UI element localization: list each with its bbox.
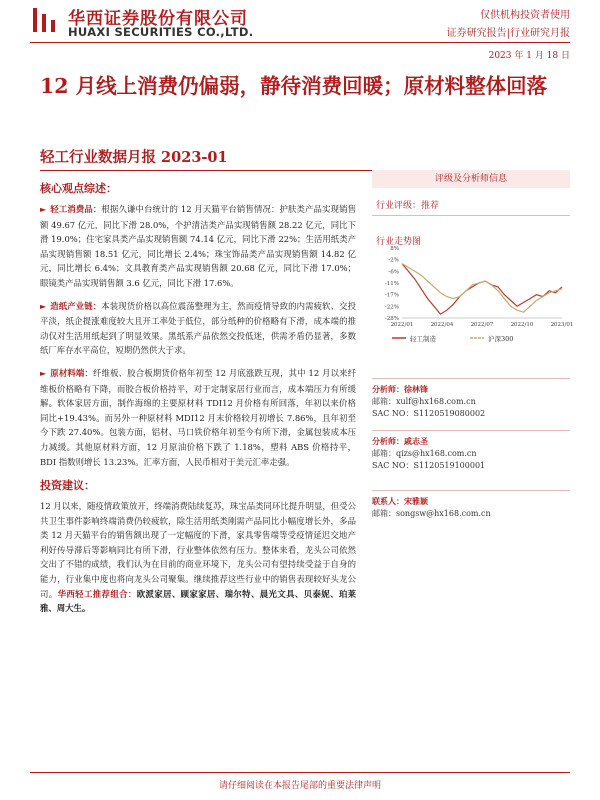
sidebar [372, 170, 574, 518]
logo-mark-icon [30, 6, 60, 34]
series-line-light-industry [402, 264, 562, 315]
paragraph-text: 12 月以来，随疫情政策放开，终端消费陆续复苏，珠宝品类同环比提升明显，但受公共卫生事件影响终端消费仍较疲软，除生活用纸类刚需产品同比小幅度增长外，多品类 12 月天猫平台的销售额出现了一定幅度的下滑，家具零售端等受疫情延迟交地产利好传导滞后等影响同比有所下滑，行业整体依然有压力。整体来看，龙头公司依然交出了不错的成绩，我们认为在目前的商业环境下，龙头公司有望持续受益于自身的能力，行业集中度也将向龙头公司聚集。继续推荐这些行业中的销售表现较好头龙公司。 [40, 501, 356, 599]
paragraph-label: 原材料端： [50, 367, 94, 378]
y-tick-label: -11% [384, 281, 399, 287]
bullet-icon: ► [40, 205, 47, 214]
bullet-icon: ► [40, 368, 47, 378]
bullet-icon: ► [40, 301, 47, 311]
y-tick-label: 8% [390, 246, 399, 252]
advice-heading: 投资建议： [40, 479, 95, 493]
x-tick-label: 2022/07 [470, 322, 494, 328]
y-tick-label: -2% [388, 257, 399, 264]
paragraph-label: 造纸产业链： [50, 300, 102, 311]
portfolio-list: 欧派家居、顾家家居、瑞尔特、晨光文具、贝泰妮、珀莱雅、周大生。 [40, 588, 357, 614]
summary-heading: 核心观点综述： [40, 182, 117, 195]
analyst-role: 分析师： [372, 436, 404, 446]
paragraph-paper [40, 299, 356, 358]
x-tick-label: 2023/01 [550, 322, 574, 328]
paragraph-consumer [40, 202, 356, 291]
analyst-card [372, 430, 570, 472]
main-column [40, 180, 356, 616]
analyst-email[interactable]: 邮箱：qizs@hx168.com.cn [372, 449, 477, 458]
contact-email[interactable]: 邮箱：songsw@hx168.com.cn [372, 509, 491, 518]
legend-label-light-industry: 轻工制造 [410, 335, 436, 343]
analyst-name: 徐林锋 [404, 384, 428, 394]
x-tick-label: 2022/01 [390, 322, 414, 328]
paragraph-text: 根据久谦中台统计的 12 月天猫平台销售情况：护肤类产品实现销售额 49.67 亿元，同比下滑 28.0%，个护清洁类产品实现销售额 28.22 亿元，同比下滑 19.0%；住宅家具类产品实现销售额 74.14 亿元，同比下滑 22%；生活用纸类产品实现销售额 18.51 亿元，同比增长 2.4%；珠宝饰品类产品实现销售额 14.82 亿元，同比增长 6.4%；文具教育类产品实现销售额 20.68 亿元，同比下滑 17.0%；眼镜类产品实现销售额 3.6 亿元，同比下滑 17.6%。 [40, 204, 357, 288]
header-tagline: 仅供机构投资者使用 [480, 10, 570, 21]
analyst-email[interactable]: 邮箱：xulf@hx168.com.cn [372, 397, 476, 406]
y-tick-label: -17% [384, 292, 399, 299]
rating-box-title: 评级及分析师信息 [372, 170, 570, 188]
report-title: 12 月线上消费仍偏弱，静待消费回暖；原材料整体回落 [40, 74, 548, 98]
portfolio-label: 华西轻工推荐组合： [57, 588, 137, 599]
x-tick-label: 2022/10 [510, 322, 534, 328]
series-line-csi300 [402, 264, 562, 313]
contact-card [372, 490, 570, 520]
logo-en: HUAXI SECURITIES CO.,LTD. [68, 25, 254, 39]
footer-divider [30, 772, 570, 773]
x-tick-label: 2022/04 [430, 322, 454, 328]
contact-role: 联系人： [372, 496, 404, 506]
y-tick-label: -6% [388, 269, 399, 276]
paragraph-materials [40, 366, 356, 469]
analyst-sac: SAC NO：S1120519080002 [372, 409, 486, 418]
footer-disclaimer: 请仔细阅读在本报告尾部的重要法律声明 [218, 781, 381, 791]
header-divider [30, 42, 570, 43]
analyst-name: 戚志圣 [404, 436, 428, 446]
analyst-card [372, 378, 570, 420]
header-report-type: 证券研究报告|行业研究月报 [446, 28, 570, 39]
paragraph-text: 纤维板、胶合板期货价格年初至 12 月底涨跌互现，其中 12 月以来纤维板价格略有下降，而胶合板价格持平，对于定制家居行业而言，成本端压力有所缓解。软体家居方面，制作海绵的主要原材料 TDI12 月价格有所回落，年初以来价格同比+19.43%。而另外一种原材料 MDI12 月末价格较月初增长 7.86%，且年初至今下跌 27.40%。包装方面，铝材、马口铁价格年初至今有所下滑，金属包装成本压力减缓。其他原材料方面，12 月原油价格下跌了 1.18%，塑料 ABS 价格持平，BDI 指数则增长 13.23%。汇率方面，人民币相对于美元汇率走强。 [40, 367, 356, 467]
report-date: 2023 年 1 月 18 日 [488, 51, 570, 61]
paragraph-advice [40, 499, 356, 616]
legend-label-csi300: 沪深300 [488, 335, 514, 343]
contact-name: 宋雅颖 [404, 496, 428, 506]
trend-label: 行业走势图 [376, 237, 422, 247]
company-logo [30, 4, 270, 40]
analyst-role: 分析师： [372, 384, 404, 394]
industry-rating: 行业评级：推荐 [372, 188, 570, 216]
paragraph-label: 轻工消费品： [50, 204, 102, 214]
y-tick-label: -22% [384, 304, 399, 311]
report-subtitle: 轻工行业数据月报 2023-01 [40, 149, 228, 166]
paragraph-text: 本装现货价格以高位震荡整理为主，然而疫情导致的内需疲软、交投平淡，纸企提涨难度较大且开工率处于低位，部分纸种的价格略有下滑，成本端的推动仅对生活用纸起到了明显效果。黑纸系产品依然交投低迷，供需矛盾仍显著，多数纸厂库存水平高位，短期仍然供大于求。 [40, 300, 357, 356]
y-tick-label: -28% [384, 316, 399, 322]
logo-cn: 华西证券股份有限公司 [68, 9, 248, 29]
analyst-sac: SAC NO：S1120519100001 [372, 461, 486, 470]
